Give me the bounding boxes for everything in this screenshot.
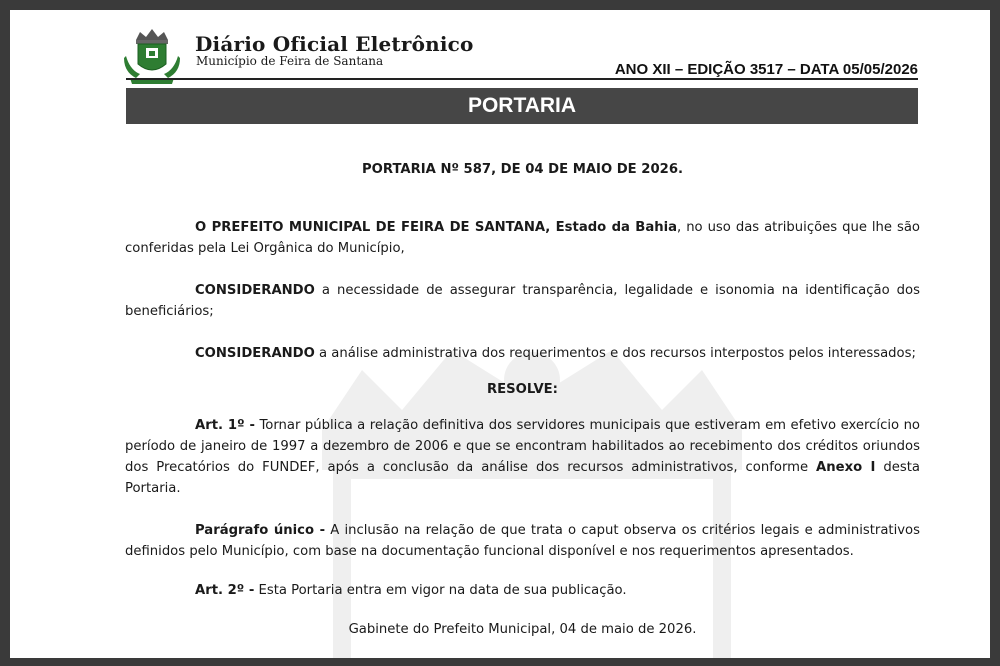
article-1-label: Art. 1º - bbox=[195, 418, 255, 433]
article-2 bbox=[125, 580, 920, 601]
closing-line: Gabinete do Prefeito Municipal, 04 de maio de 2026. bbox=[348, 622, 697, 637]
section-banner: PORTARIA bbox=[126, 88, 918, 124]
intro-text: , no uso das atribuições que lhe são conferidas pela Lei Orgânica do Município, bbox=[125, 220, 920, 256]
annex-reference: Anexo I bbox=[816, 460, 876, 475]
municipality-subtitle: Município de Feira de Santana bbox=[196, 54, 384, 68]
header-divider bbox=[126, 78, 918, 80]
considering-1-bold: CONSIDERANDO bbox=[195, 283, 315, 298]
article-2-text: Esta Portaria entra em vigor na data de sua publicação. bbox=[254, 583, 627, 598]
considering-paragraph-1 bbox=[125, 280, 920, 322]
intro-paragraph bbox=[125, 217, 920, 259]
edition-info: ANO XII – EDIÇÃO 3517 – DATA 05/05/2026 bbox=[614, 61, 918, 78]
sole-paragraph bbox=[125, 520, 920, 562]
considering-2-bold: CONSIDERANDO bbox=[195, 346, 315, 361]
considering-2-text: a análise administrativa dos requerimentos e dos recursos interpostos pelos interessados; bbox=[314, 346, 916, 361]
article-2-label: Art. 2º - bbox=[195, 583, 255, 598]
sole-paragraph-label: Parágrafo único - bbox=[195, 523, 326, 538]
intro-bold: O PREFEITO MUNICIPAL DE FEIRA DE SANTANA, Estado da Bahia bbox=[195, 220, 678, 235]
gazette-title: Diário Oficial Eletrônico bbox=[195, 32, 474, 56]
considering-1-text: a necessidade de assegurar transparência, legalidade e isonomia na identificação dos beneficiários; bbox=[125, 283, 920, 319]
article-1-text: Tornar pública a relação definitiva dos servidores municipais que estiveram em efetivo exercício no período de janeiro de 1997 a dezembro de 2006 e que se encontram habilitados ao recebimento dos créditos oriundos dos Precatórios do FUNDEF, após a conclusão da análise dos recursos administrativos, conforme bbox=[125, 418, 920, 475]
document-page bbox=[10, 10, 990, 658]
document-heading: PORTARIA Nº 587, DE 04 DE MAIO DE 2026. bbox=[362, 162, 683, 177]
article-1-end: desta Portaria. bbox=[125, 460, 920, 496]
article-1 bbox=[125, 415, 920, 499]
resolve-heading: RESOLVE: bbox=[487, 382, 558, 397]
considering-paragraph-2 bbox=[125, 343, 920, 364]
sole-paragraph-text: A inclusão na relação de que trata o caput observa os critérios legais e administrativos definidos pelo Município, com base na documentação funcional disponível e nos requerimentos apresentados. bbox=[125, 523, 920, 559]
